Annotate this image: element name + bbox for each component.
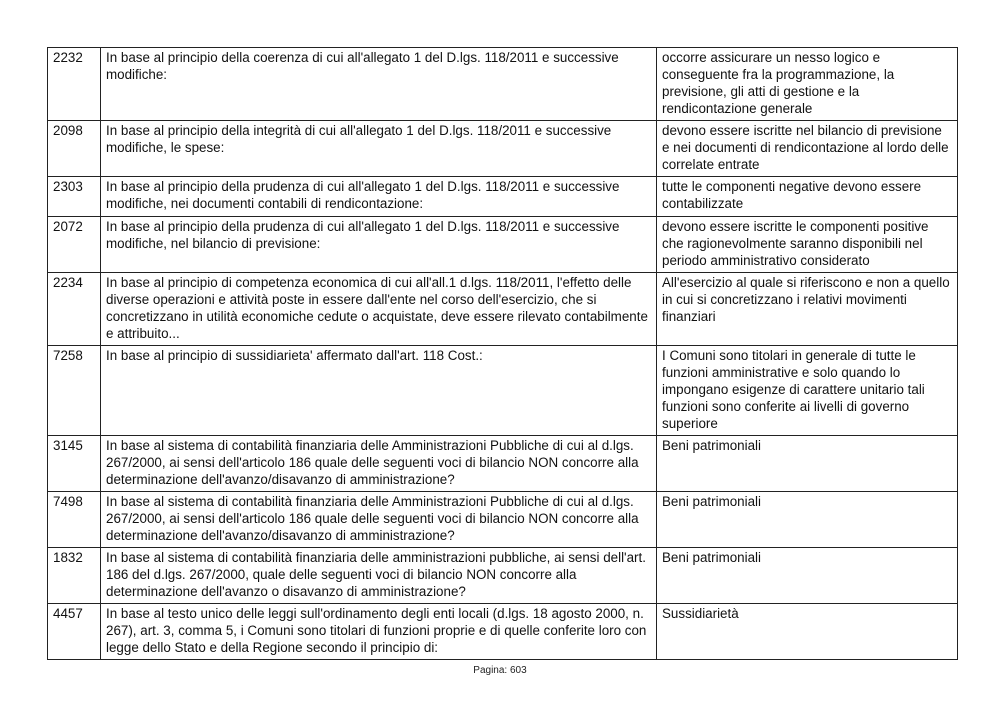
answer-text: devono essere iscritte le componenti positive che ragionevolmente saranno disponibili nel periodo amministrativo considerato: [657, 217, 958, 273]
question-text: In base al principio della coerenza di cui all'allegato 1 del D.lgs. 118/2011 e successive modifiche:: [101, 48, 657, 121]
answer-text: Beni patrimoniali: [657, 436, 958, 492]
table-row: [48, 177, 958, 217]
question-id: 7498: [48, 492, 101, 548]
table-row: [48, 217, 958, 273]
table-row: [48, 273, 958, 346]
question-table: [47, 47, 958, 660]
question-id: 4457: [48, 604, 101, 660]
page-number: Pagina: 603: [473, 665, 527, 676]
answer-text: devono essere iscritte nel bilancio di previsione e nei documenti di rendicontazione al lordo delle correlate entrate: [657, 121, 958, 177]
question-text: In base al principio della integrità di cui all'allegato 1 del D.lgs. 118/2011 e successive modifiche, le spese:: [101, 121, 657, 177]
question-text: In base al sistema di contabilità finanziaria delle Amministrazioni Pubbliche di cui al d.lgs. 267/2000, ai sensi dell'articolo 186 quale delle seguenti voci di bilancio NON concorre alla determinazione dell'avanzo/disavanzo di amministrazione?: [101, 436, 657, 492]
answer-text: All'esercizio al quale si riferiscono e non a quello in cui si concretizzano i relativi movimenti finanziari: [657, 273, 958, 346]
question-id: 2232: [48, 48, 101, 121]
question-id: 3145: [48, 436, 101, 492]
question-text: In base al sistema di contabilità finanziaria delle amministrazioni pubbliche, ai sensi dell'art. 186 del d.lgs. 267/2000, quale delle seguenti voci di bilancio NON concorre alla determinazione dell'avanzo o disavanzo di amministrazione?: [101, 548, 657, 604]
answer-text: Sussidiarietà: [657, 604, 958, 660]
question-id: 2072: [48, 217, 101, 273]
question-text: In base al testo unico delle leggi sull'ordinamento degli enti locali (d.lgs. 18 agosto 2000, n. 267), art. 3, comma 5, i Comuni sono titolari di funzioni proprie e di quelle conferite loro con legge dello Stato e della Regione secondo il principio di:: [101, 604, 657, 660]
table-row: [48, 121, 958, 177]
answer-text: Beni patrimoniali: [657, 548, 958, 604]
table-row: [48, 492, 958, 548]
question-id: 2234: [48, 273, 101, 346]
table-row: [48, 48, 958, 121]
table-row: [48, 346, 958, 436]
table-row: [48, 436, 958, 492]
table-row: [48, 604, 958, 660]
answer-text: Beni patrimoniali: [657, 492, 958, 548]
question-text: In base al principio di competenza economica di cui all'all.1 d.lgs. 118/2011, l'effetto delle diverse operazioni e attività poste in essere dall'ente nel corso dell'esercizio, che si concretizzano in utilità economiche cedute o acquistate, deve essere rilevato contabilmente e attribuito...: [101, 273, 657, 346]
question-id: 1832: [48, 548, 101, 604]
answer-text: occorre assicurare un nesso logico e conseguente fra la programmazione, la previsione, gli atti di gestione e la rendicontazione generale: [657, 48, 958, 121]
question-text: In base al principio della prudenza di cui all'allegato 1 del D.lgs. 118/2011 e successive modifiche, nei documenti contabili di rendicontazione:: [101, 177, 657, 217]
question-text: In base al principio della prudenza di cui all'allegato 1 del D.lgs. 118/2011 e successive modifiche, nel bilancio di previsione:: [101, 217, 657, 273]
question-text: In base al sistema di contabilità finanziaria delle Amministrazioni Pubbliche di cui al d.lgs. 267/2000, ai sensi dell'articolo 186 quale delle seguenti voci di bilancio NON concorre alla determinazione dell'avanzo/disavanzo di amministrazione?: [101, 492, 657, 548]
table-row: [48, 548, 958, 604]
question-id: 7258: [48, 346, 101, 436]
question-id: 2303: [48, 177, 101, 217]
answer-text: tutte le componenti negative devono essere contabilizzate: [657, 177, 958, 217]
question-text: In base al principio di sussidiarieta' affermato dall'art. 118 Cost.:: [101, 346, 657, 436]
question-id: 2098: [48, 121, 101, 177]
answer-text: I Comuni sono titolari in generale di tutte le funzioni amministrative e solo quando lo impongano esigenze di carattere unitario tali funzioni sono conferite ai livelli di governo superiore: [657, 346, 958, 436]
